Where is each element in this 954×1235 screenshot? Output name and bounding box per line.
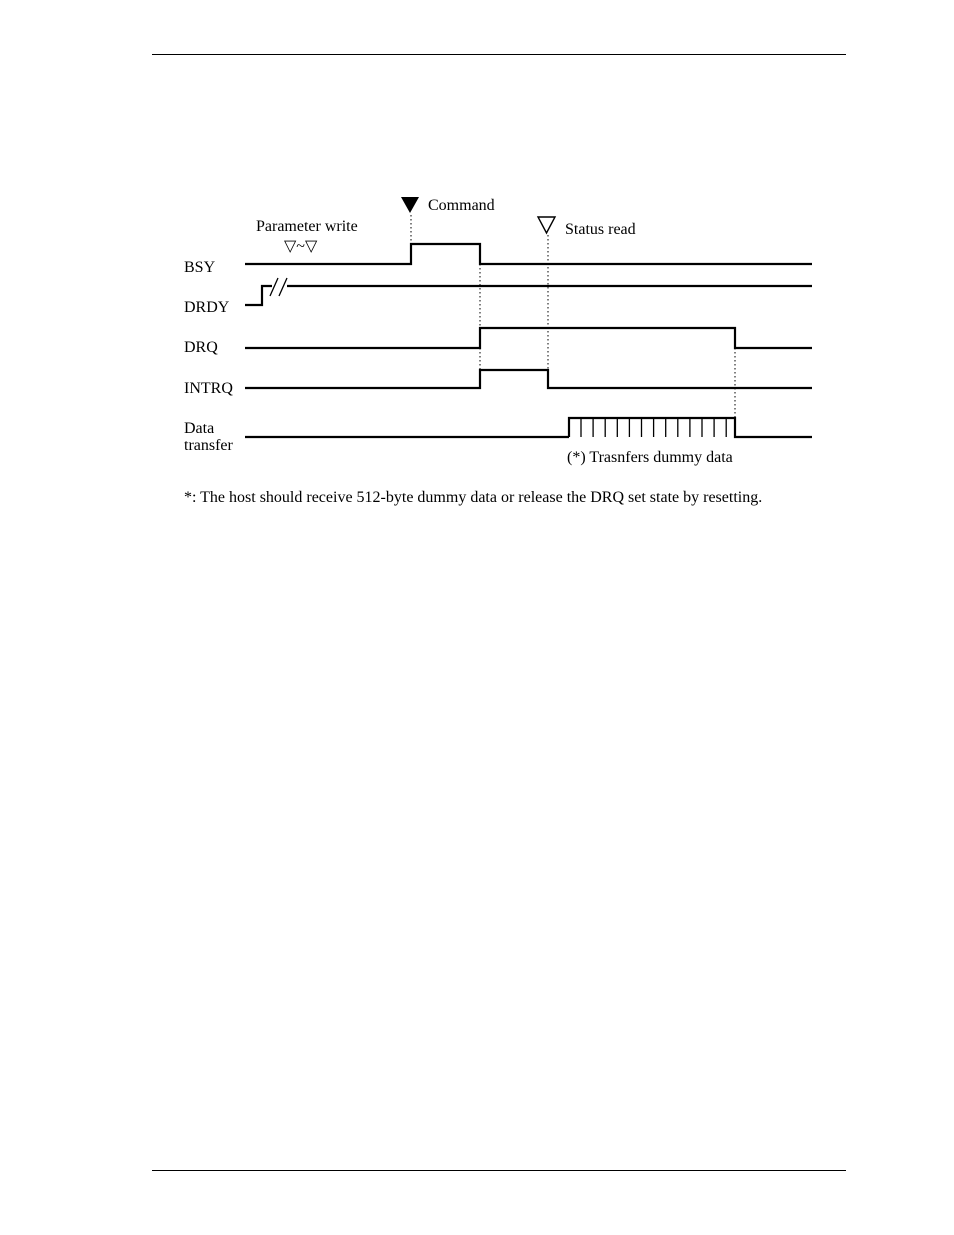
drq-waveform xyxy=(245,328,812,348)
intrq-waveform xyxy=(245,370,812,388)
drdy-label: DRDY xyxy=(184,299,230,316)
drdy-waveform-rise xyxy=(245,286,272,305)
bsy-label: BSY xyxy=(184,259,216,276)
data-transfer-label-line2: transfer xyxy=(184,437,233,454)
status-read-label: Status read xyxy=(565,221,636,238)
dummy-data-note: (*) Trasnfers dummy data xyxy=(567,449,733,466)
status-read-marker-icon xyxy=(538,217,555,233)
parameter-write-label: Parameter write xyxy=(256,218,358,235)
data-transfer-pulses xyxy=(581,418,726,437)
bsy-waveform xyxy=(245,244,812,264)
drdy-break-mark xyxy=(279,278,287,296)
footnote: *: The host should receive 512-byte dummy data or release the DRQ set state by resetting. xyxy=(184,489,763,506)
parameter-range-icon: ▽~▽ xyxy=(284,238,318,255)
command-marker-icon xyxy=(401,197,419,213)
command-label: Command xyxy=(428,197,495,214)
data-transfer-label-line1: Data xyxy=(184,420,215,437)
footer-rule xyxy=(152,1170,846,1171)
drq-label: DRQ xyxy=(184,339,218,356)
intrq-label: INTRQ xyxy=(184,380,233,397)
